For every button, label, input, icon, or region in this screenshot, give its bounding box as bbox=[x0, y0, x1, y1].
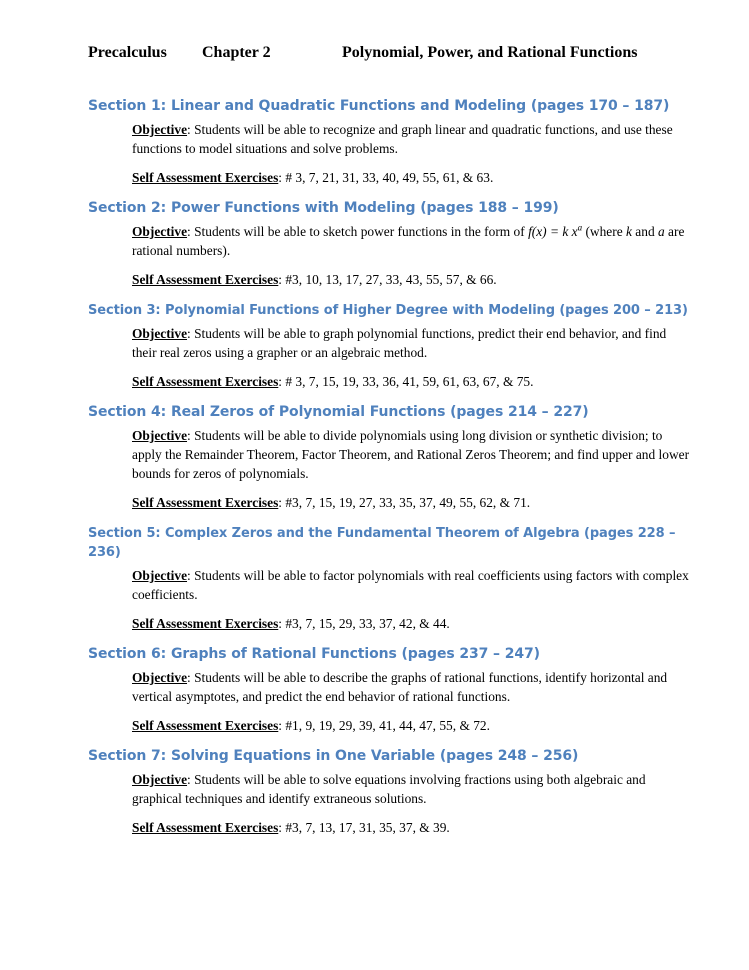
section-heading: Section 7: Solving Equations in One Variable (pages 248 – 256) bbox=[88, 748, 579, 764]
section-objective bbox=[132, 426, 694, 483]
exercises-text: : #3, 7, 15, 29, 33, 37, 42, & 44. bbox=[278, 616, 450, 631]
objective-label: Objective bbox=[132, 326, 188, 341]
power-function-formula: f(x) = k x bbox=[528, 224, 578, 239]
section-5 bbox=[88, 524, 694, 633]
section-heading: Section 4: Real Zeros of Polynomial Functions (pages 214 – 227) bbox=[88, 404, 589, 420]
section-exercises bbox=[132, 270, 694, 289]
section-heading: Section 1: Linear and Quadratic Functions and Modeling (pages 170 – 187) bbox=[88, 98, 670, 114]
exercises-label: Self Assessment Exercises bbox=[132, 820, 279, 835]
exercises-text: : #3, 7, 13, 17, 31, 35, 37, & 39. bbox=[278, 820, 450, 835]
exercises-text: : # 3, 7, 15, 19, 33, 36, 41, 59, 61, 63, 67, & 75. bbox=[278, 374, 534, 389]
section-objective bbox=[132, 566, 694, 604]
exercises-label: Self Assessment Exercises bbox=[132, 272, 279, 287]
chapter-title: Chapter 2 bbox=[202, 44, 271, 61]
section-objective bbox=[132, 770, 694, 808]
exponent-a: a bbox=[577, 222, 583, 233]
section-objective bbox=[132, 222, 694, 260]
section-exercises bbox=[132, 493, 694, 512]
objective-text: : Students will be able to graph polynomial functions, predict their end behavior, and find their real zeros using a grapher or an algebraic method. bbox=[132, 326, 667, 360]
section-heading: Section 6: Graphs of Rational Functions (pages 237 – 247) bbox=[88, 646, 540, 662]
section-6 bbox=[88, 645, 694, 735]
section-exercises bbox=[132, 716, 694, 735]
section-1 bbox=[88, 97, 694, 187]
exercises-label: Self Assessment Exercises bbox=[132, 374, 279, 389]
section-exercises bbox=[132, 818, 694, 837]
objective-text: : Students will be able to solve equations involving fractions using both algebraic and graphical techniques and identify extraneous solutions. bbox=[132, 772, 646, 806]
objective-text: : Students will be able to factor polynomials with real coefficients using factors with complex coefficients. bbox=[132, 568, 689, 602]
section-objective bbox=[132, 668, 694, 706]
objective-label: Objective bbox=[132, 224, 188, 239]
section-exercises bbox=[132, 372, 694, 391]
section-exercises bbox=[132, 614, 694, 633]
exercises-text: : #3, 7, 15, 19, 27, 33, 35, 37, 49, 55, 62, & 71. bbox=[278, 495, 531, 510]
objective-label: Objective bbox=[132, 772, 188, 787]
section-7 bbox=[88, 747, 694, 837]
variable-k: k bbox=[626, 224, 632, 239]
exercises-text: : #1, 9, 19, 29, 39, 41, 44, 47, 55, & 72. bbox=[278, 718, 490, 733]
section-heading: Section 3: Polynomial Functions of Higher Degree with Modeling (pages 200 – 213) bbox=[88, 303, 688, 318]
exercises-label: Self Assessment Exercises bbox=[132, 170, 279, 185]
section-list bbox=[88, 97, 694, 849]
exercises-text: : # 3, 7, 21, 31, 33, 40, 49, 55, 61, & 63. bbox=[278, 170, 494, 185]
section-objective bbox=[132, 324, 694, 362]
section-3 bbox=[88, 301, 694, 391]
section-exercises bbox=[132, 168, 694, 187]
exercises-label: Self Assessment Exercises bbox=[132, 718, 279, 733]
objective-text: : Students will be able to divide polynomials using long division or synthetic division; to apply the Remainder Theorem, Factor Theorem, and Rational Zeros Theorem; and find upper and lower bounds for zeros of polynomials. bbox=[132, 428, 690, 481]
exercises-label: Self Assessment Exercises bbox=[132, 616, 279, 631]
objective-text: (where bbox=[582, 224, 626, 239]
objective-label: Objective bbox=[132, 670, 188, 685]
objective-label: Objective bbox=[132, 568, 188, 583]
objective-text: are rational numbers). bbox=[132, 224, 685, 258]
exercises-label: Self Assessment Exercises bbox=[132, 495, 279, 510]
section-objective bbox=[132, 120, 694, 158]
objective-text: : Students will be able to describe the graphs of rational functions, identify horizontal and vertical asymptotes, and predict the end behavior of rational functions. bbox=[132, 670, 668, 704]
objective-text: and bbox=[631, 224, 658, 239]
section-4 bbox=[88, 403, 694, 512]
variable-a: a bbox=[657, 224, 665, 239]
objective-text: : Students will be able to recognize and graph linear and quadratic functions, and use these functions to model situations and solve problems. bbox=[132, 122, 673, 156]
section-heading: Section 2: Power Functions with Modeling (pages 188 – 199) bbox=[88, 200, 559, 216]
objective-text: : Students will be able to sketch power functions in the form of bbox=[187, 224, 529, 239]
section-heading: Section 5: Complex Zeros and the Fundamental Theorem of Algebra (pages 228 – 236) bbox=[88, 526, 676, 560]
chapter-topic: Polynomial, Power, and Rational Functions bbox=[342, 44, 638, 61]
section-2 bbox=[88, 199, 694, 289]
objective-label: Objective bbox=[132, 428, 188, 443]
course-title: Precalculus bbox=[88, 44, 167, 61]
exercises-text: : #3, 10, 13, 17, 27, 33, 43, 55, 57, & 66. bbox=[278, 272, 497, 287]
objective-label: Objective bbox=[132, 122, 188, 137]
